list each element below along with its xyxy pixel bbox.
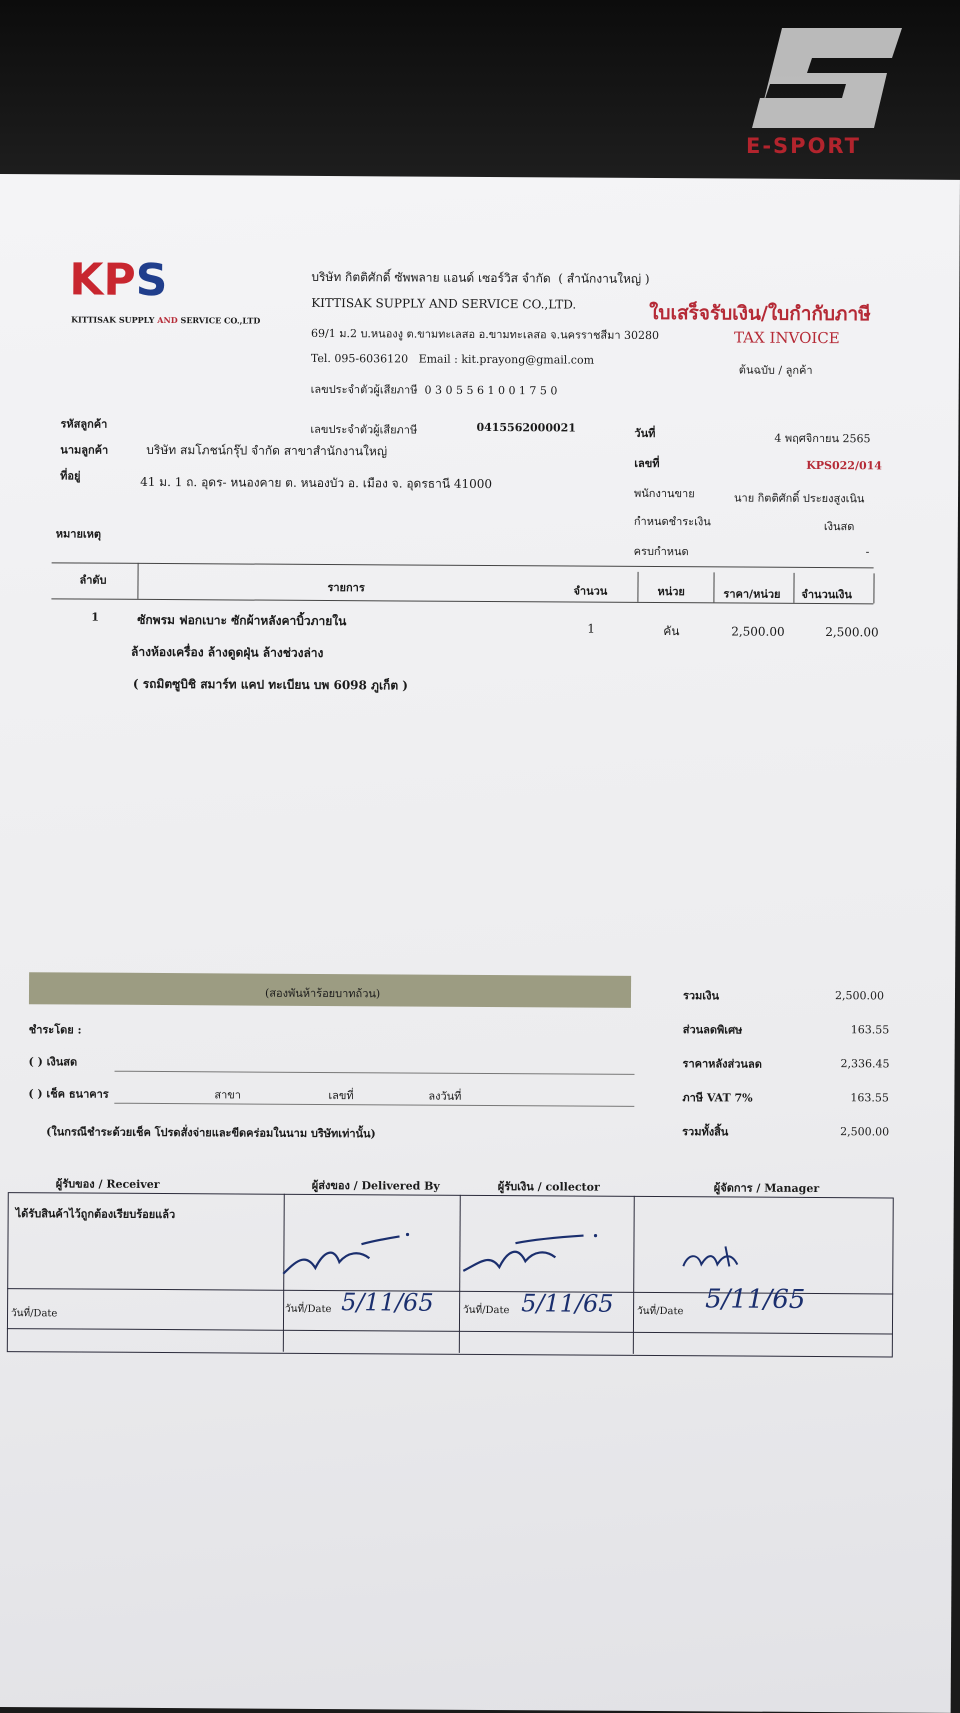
mat-brand-text: E-SPORT	[746, 134, 861, 158]
after-discount-label: ราคาหลังส่วนลด	[682, 1057, 762, 1071]
customer-address-label: ที่อยู่	[60, 469, 81, 483]
esport-logo-icon	[742, 18, 912, 138]
company-contact: Tel. 095-6036120 Email : kit.prayong@gmail.com	[310, 351, 595, 367]
company-name-th: บริษัท กิตติศักดิ์ ซัพพลาย แอนด์ เซอร์วิส จำกัด ( สำนักงานใหญ่ )	[311, 269, 650, 286]
pay-by-label: ชำระโดย :	[28, 1023, 82, 1037]
invoice-no-label: เลขที่	[634, 456, 660, 471]
delivered-date-label: วันที่/Date	[285, 1303, 332, 1316]
discount-value: 163.55	[850, 1023, 890, 1037]
manager-date-label: วันที่/Date	[637, 1305, 684, 1318]
doc-title-en: TAX INVOICE	[733, 328, 840, 348]
desk-mat	[0, 0, 960, 200]
row-desc-line3: ( รถมิตซูบิชิ สมาร์ท แคป ทะเบียน บพ 6098 ภูเก็ต )	[132, 676, 409, 693]
row-desc-line1: ซักพรม ฟอกเบาะ ซักผ้าหลังคาบิ้วภายใน	[137, 612, 347, 629]
receiver-date-label: วันที่/Date	[11, 1308, 58, 1320]
invoice-paper	[0, 174, 960, 1713]
row-unit: คัน	[663, 624, 680, 639]
pay-cheque-option: ( ) เช็ค ธนาคาร	[28, 1087, 109, 1101]
col-header-price: ราคา/หน่วย	[723, 587, 781, 601]
salesperson-value: นาย กิตติศักดิ์ ประยงสูงเนิน	[733, 491, 865, 506]
customer-tax-label: เลขประจำตัวผู้เสียภาษี	[310, 422, 418, 437]
cheque-note: (ในกรณีชำระด้วยเช็ค โปรดสั่งจ่ายและขีดคร่อมในนาม บริษัทเท่านั้น)	[46, 1125, 376, 1141]
row-amount: 2,500.00	[825, 625, 879, 640]
doc-title-th: ใบเสร็จรับเงิน/ใบกำกับภาษี	[649, 301, 871, 326]
delivered-date-handwritten: 5/11/65	[341, 1288, 434, 1317]
delivered-by-label: ผู้ส่งของ / Delivered By	[311, 1178, 440, 1193]
company-tax-id: เลขประจำตัวผู้เสียภาษี 0 3 0 5 5 6 1 0 0 1 7 5 0	[310, 382, 558, 398]
col-header-amount: จำนวนเงิน	[801, 587, 852, 602]
table-top-rule	[52, 562, 874, 568]
vat-value: 163.55	[850, 1091, 889, 1105]
col-header-qty: จำนวน	[573, 584, 608, 598]
col-header-desc: รายการ	[327, 581, 365, 595]
receiver-label: ผู้รับของ / Receiver	[55, 1177, 160, 1191]
company-name-en: KITTISAK SUPPLY AND SERVICE CO.,LTD.	[311, 295, 577, 312]
row-price: 2,500.00	[731, 624, 785, 639]
row-desc-line2: ล้างห้องเครื่อง ล้างดูดฝุ่น ล้างช่วงล่าง	[131, 644, 324, 660]
cheque-number-label: เลขที่	[328, 1089, 354, 1103]
total-label: รวมเงิน	[682, 989, 720, 1003]
date-label: วันที่	[634, 426, 656, 441]
pay-cash-option: ( ) เงินสด	[28, 1055, 78, 1069]
due-value: -	[865, 545, 870, 559]
company-logo-subtitle: KITTISAK SUPPLY AND SERVICE CO.,LTD	[71, 314, 261, 326]
after-discount-value: 2,336.45	[840, 1057, 890, 1071]
discount-label: ส่วนลดพิเศษ	[682, 1023, 743, 1037]
col-header-unit: หน่วย	[657, 585, 685, 599]
row-qty: 1	[587, 621, 595, 636]
due-label: ครบกำหนด	[633, 544, 689, 559]
company-address: 69/1 ม.2 บ.หนองงู ต.ขามทะเลสอ อ.ขามทะเลสอ จ.นครราชสีมา 30280	[310, 326, 660, 343]
customer-name-label: นามลูกค้า	[60, 443, 109, 457]
total-value: 2,500.00	[834, 989, 885, 1003]
payment-terms-value: เงินสด	[823, 520, 855, 534]
received-note: ได้รับสินค้าไว้ถูกต้องเรียบร้อยแล้ว	[15, 1207, 176, 1222]
collector-date-label: วันที่/Date	[463, 1304, 510, 1317]
amount-in-words: (สองพันห้าร้อยบาทถ้วน)	[264, 986, 381, 1001]
salesperson-label: พนักงานขาย	[634, 486, 695, 501]
col-header-no: ลำดับ	[79, 573, 107, 587]
cheque-branch-label: สาขา	[214, 1088, 242, 1102]
payment-terms-label: กำหนดชำระเงิน	[633, 514, 711, 529]
manager-date-handwritten: 5/11/65	[705, 1284, 806, 1315]
customer-note-label: หมายเหตุ	[55, 527, 102, 541]
collector-signature-icon	[455, 1223, 605, 1288]
cheque-date-label: ลงวันที่	[428, 1089, 462, 1103]
collector-date-handwritten: 5/11/65	[521, 1289, 614, 1318]
grand-total-value: 2,500.00	[840, 1125, 890, 1139]
customer-address: 41 ม. 1 ถ. อุดร- หนองคาย ต. หนองบัว อ. เมือง จ. อุดรธานี 41000	[140, 474, 493, 492]
manager-signature-icon	[677, 1240, 757, 1276]
collector-label: ผู้รับเงิน / collector	[497, 1180, 600, 1194]
row-no: 1	[91, 610, 99, 624]
customer-tax-id: 0415562000021	[476, 420, 576, 435]
customer-code-label: รหัสลูกค้า	[60, 417, 108, 431]
vat-label: ภาษี VAT 7%	[682, 1091, 753, 1105]
delivered-signature-icon	[275, 1222, 415, 1287]
company-logo: KPS	[69, 254, 168, 307]
customer-name: บริษัท สมโภชน์กรุ๊ป จำกัด สาขาสำนักงานใหญ่	[146, 442, 388, 459]
invoice-no-value: KPS022/014	[806, 458, 882, 473]
grand-total-label: รวมทั้งสิ้น	[682, 1125, 729, 1139]
doc-copy-label: ต้นฉบับ / ลูกค้า	[738, 363, 813, 377]
manager-label: ผู้จัดการ / Manager	[713, 1181, 820, 1196]
date-value: 4 พฤศจิกายน 2565	[774, 431, 871, 446]
